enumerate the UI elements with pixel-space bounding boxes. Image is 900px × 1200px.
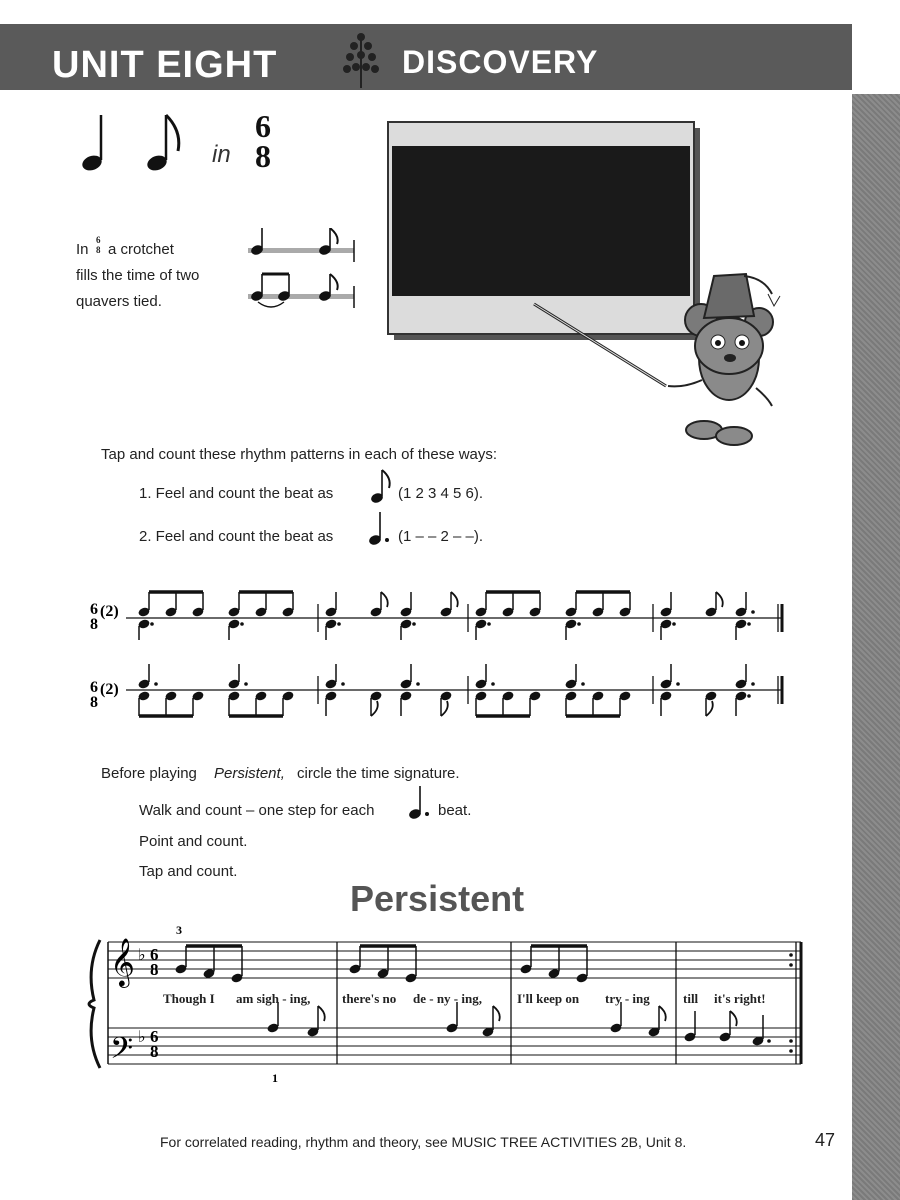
dotted-crotchet-step-icon bbox=[406, 784, 436, 824]
music-tree-icon bbox=[340, 28, 382, 90]
bass-flat-icon: ♭ bbox=[138, 1029, 146, 1046]
page-number: 47 bbox=[815, 1130, 836, 1150]
time-sig-bottom: 8 bbox=[255, 138, 271, 174]
bass-time-bottom: 8 bbox=[150, 1042, 159, 1061]
tap-item-2-pre: 2. Feel and count the beat as bbox=[139, 528, 334, 545]
lyric-7: till bbox=[683, 991, 699, 1006]
persistent-line-1-post: circle the time signature. bbox=[297, 765, 460, 782]
in-word: in bbox=[212, 141, 231, 168]
tap-item-1-post: (1 2 3 4 5 6). bbox=[398, 485, 484, 502]
bass-time-top: 6 bbox=[150, 1027, 159, 1046]
rhythm-staff-1 bbox=[86, 582, 786, 640]
lyric-3: there's no bbox=[342, 991, 397, 1006]
staff-brace bbox=[89, 940, 100, 1068]
crotchet-quaver-example bbox=[246, 228, 358, 312]
rhythm-2-paren: (2) bbox=[100, 681, 119, 698]
treble-time-top: 6 bbox=[150, 945, 159, 964]
rhythm-2-time-top: 6 bbox=[90, 679, 98, 696]
treble-flat-icon: ♭ bbox=[138, 947, 146, 964]
lyric-6: try - ing bbox=[605, 991, 650, 1006]
lyric-5: I'll keep on bbox=[517, 991, 580, 1006]
page-edge-strip bbox=[852, 0, 900, 1200]
intro-line-1-post: a crotchet bbox=[108, 241, 174, 258]
persistent-line-4: Tap and count. bbox=[139, 863, 238, 880]
tap-item-2-post: (1 – – 2 – –). bbox=[398, 528, 484, 545]
teacher-bear-illustration bbox=[384, 118, 784, 458]
persistent-line-2-pre: Walk and count – one step for each bbox=[139, 802, 375, 819]
unit-title: UNIT EIGHT bbox=[52, 44, 278, 86]
quaver-beat-icon bbox=[368, 466, 396, 506]
lyric-4: de - ny - ing, bbox=[413, 991, 482, 1006]
piece-title: Persistent bbox=[350, 878, 525, 919]
dotted-crotchet-beat-icon bbox=[366, 510, 396, 550]
persistent-line-1-title: Persistent, bbox=[214, 765, 285, 782]
finger-number-1: 1 bbox=[272, 1071, 278, 1085]
rhythm-1-time-top: 6 bbox=[90, 601, 98, 618]
rhythm-2-time-bottom: 8 bbox=[90, 694, 98, 711]
page-edge-top bbox=[852, 0, 900, 94]
bass-clef-icon: 𝄢 bbox=[110, 1032, 134, 1072]
time-sig-top: 6 bbox=[255, 108, 271, 144]
lyric-1: Though I bbox=[163, 991, 215, 1006]
footer-text: For correlated reading, rhythm and theory, see MUSIC TREE ACTIVITIES 2B, Unit 8. bbox=[160, 1134, 687, 1150]
lyric-8: it's right! bbox=[714, 991, 766, 1006]
finger-number-3: 3 bbox=[176, 923, 182, 937]
persistent-line-2-post: beat. bbox=[438, 802, 472, 819]
intro-line-3: quavers tied. bbox=[76, 293, 162, 310]
section-title: DISCOVERY bbox=[402, 44, 599, 80]
rhythm-staff-2 bbox=[86, 660, 786, 718]
rhythm-1-paren: (2) bbox=[100, 603, 119, 620]
lyric-2: am sigh - ing, bbox=[236, 991, 311, 1006]
intro-time-top: 6 bbox=[96, 235, 101, 245]
treble-time-bottom: 8 bbox=[150, 960, 159, 979]
intro-line-1-pre: In bbox=[76, 241, 89, 258]
rhythm-1-time-bottom: 8 bbox=[90, 616, 98, 633]
persistent-line-1-pre: Before playing bbox=[101, 765, 197, 782]
intro-time-bottom: 8 bbox=[96, 245, 101, 255]
intro-line-2: fills the time of two bbox=[76, 267, 200, 284]
tap-item-1-pre: 1. Feel and count the beat as bbox=[139, 485, 334, 502]
tap-heading: Tap and count these rhythm patterns in each of these ways: bbox=[101, 446, 498, 463]
persistent-line-3: Point and count. bbox=[139, 833, 248, 850]
unit-banner bbox=[0, 24, 852, 90]
chalkboard bbox=[392, 146, 690, 296]
treble-clef-icon: 𝄞 bbox=[110, 940, 135, 986]
